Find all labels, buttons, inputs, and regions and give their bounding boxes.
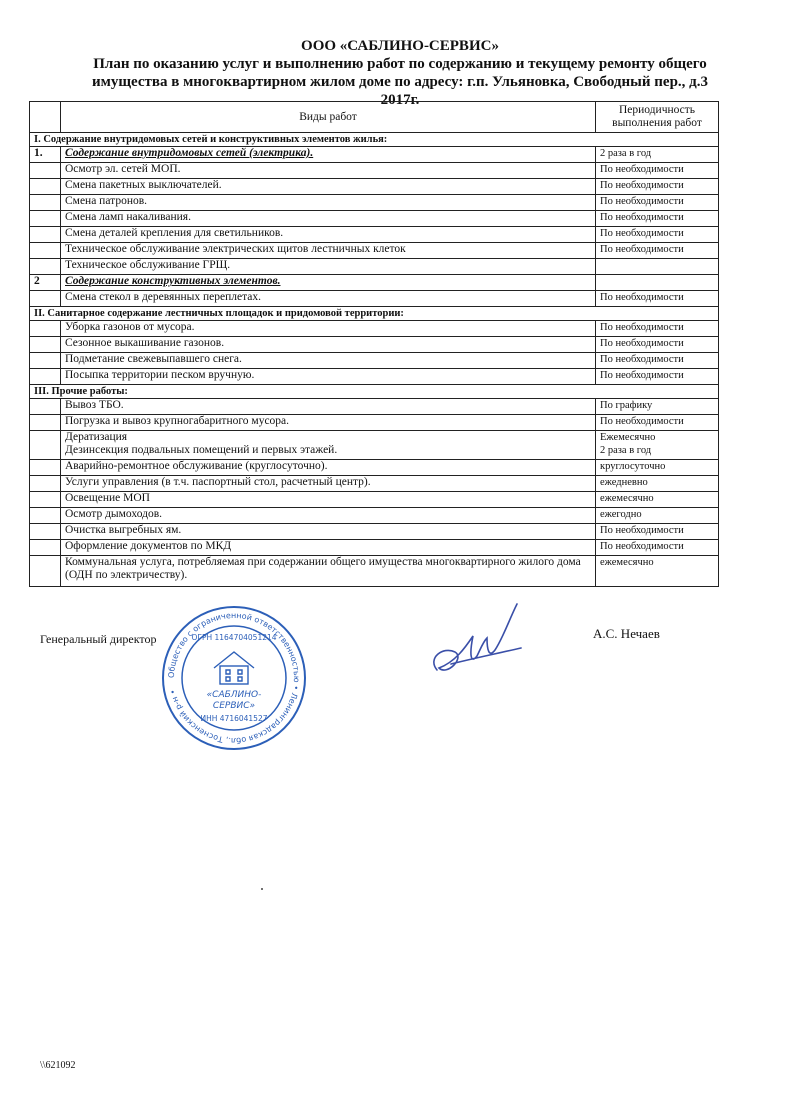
period-cell xyxy=(596,431,719,460)
subsection-row xyxy=(30,275,719,291)
subsection-2-title: Содержание конструктивных элементов. xyxy=(61,275,596,291)
num-cell xyxy=(30,399,61,415)
subsection-1-title: Содержание внутридомовых сетей (электрика). xyxy=(61,147,596,163)
num-cell xyxy=(30,291,61,307)
period-cell: ежегодно xyxy=(596,508,719,524)
period-line: Ежемесячно xyxy=(600,432,656,443)
header-work-cell: Виды работ xyxy=(61,102,596,133)
stamp-ogrn: ОГРН 1164704051214 xyxy=(191,633,277,642)
work-cell: Смена стекол в деревянных переплетах. xyxy=(61,291,596,307)
work-cell: Коммунальная услуга, потребляемая при содержании общего имущества многоквартирного жилого дома (ОДН по электричеству). xyxy=(61,556,596,587)
work-cell: Услуги управления (в т.ч. паспортный стол, расчетный центр). xyxy=(61,476,596,492)
company-seal xyxy=(160,604,308,752)
num-cell xyxy=(30,195,61,211)
section-1-title: I. Содержание внутридомовых сетей и конструктивных элементов жилья: xyxy=(30,133,719,147)
work-cell xyxy=(61,431,596,460)
work-cell: Техническое обслуживание ГРЩ. xyxy=(61,259,596,275)
num-cell xyxy=(30,460,61,476)
work-cell: Смена патронов. xyxy=(61,195,596,211)
work-cell: Освещение МОП xyxy=(61,492,596,508)
document-code: \\621092 xyxy=(40,1060,76,1071)
num-cell xyxy=(30,369,61,385)
plan-year: 2017г. xyxy=(380,92,420,108)
work-cell: Погрузка и вывоз крупногабаритного мусора. xyxy=(61,415,596,431)
period-cell: круглосуточно xyxy=(596,460,719,476)
section-2-title: II. Санитарное содержание лестничных площадок и придомовой территории: xyxy=(30,307,719,321)
table-row xyxy=(30,556,719,587)
work-cell: Смена пакетных выключателей. xyxy=(61,179,596,195)
subsection-1-period: 2 раза в год xyxy=(596,147,719,163)
handwritten-signature xyxy=(425,598,535,688)
num-cell xyxy=(30,353,61,369)
subsection-2-number: 2 xyxy=(30,275,61,291)
num-cell xyxy=(30,556,61,587)
scan-speck xyxy=(261,888,263,890)
num-cell xyxy=(30,211,61,227)
period-cell: По необходимости xyxy=(596,163,719,179)
work-cell: Посыпка территории песком вручную. xyxy=(61,369,596,385)
num-cell xyxy=(30,259,61,275)
stamp-name-line-2: СЕРВИС» xyxy=(212,701,256,711)
period-cell: По необходимости xyxy=(596,291,719,307)
period-cell: ежемесячно xyxy=(596,492,719,508)
table-row xyxy=(30,508,719,524)
work-cell: Вывоз ТБО. xyxy=(61,399,596,415)
period-cell: ежедневно xyxy=(596,476,719,492)
period-cell: По необходимости xyxy=(596,337,719,353)
stamp-ring-text: Общество с ограниченной ответственностью • Ленинградская обл., Тосненский р-н • xyxy=(166,610,302,746)
header-period-cell: Периодичность выполнения работ xyxy=(596,102,719,133)
table-row xyxy=(30,337,719,353)
period-cell: По необходимости xyxy=(596,195,719,211)
table-header-row xyxy=(30,102,719,133)
table-row xyxy=(30,415,719,431)
header-num-cell xyxy=(30,102,61,133)
work-cell: Смена деталей крепления для светильников. xyxy=(61,227,596,243)
table-row xyxy=(30,369,719,385)
period-line: 2 раза в год xyxy=(600,445,652,456)
work-cell: Осмотр эл. сетей МОП. xyxy=(61,163,596,179)
table-row xyxy=(30,492,719,508)
num-cell xyxy=(30,227,61,243)
period-cell: По необходимости xyxy=(596,243,719,259)
works-table xyxy=(29,101,719,587)
period-cell: По необходимости xyxy=(596,179,719,195)
table-row xyxy=(30,163,719,179)
company-name: ООО «САБЛИНО-СЕРВИС» xyxy=(301,38,499,54)
table-row xyxy=(30,540,719,556)
table-row xyxy=(30,227,719,243)
work-cell: Смена ламп накаливания. xyxy=(61,211,596,227)
table-row xyxy=(30,321,719,337)
period-cell: По необходимости xyxy=(596,321,719,337)
period-cell: По необходимости xyxy=(596,353,719,369)
num-cell xyxy=(30,179,61,195)
work-cell: Подметание свежевыпавшего снега. xyxy=(61,353,596,369)
work-line: Дератизация xyxy=(65,431,128,443)
num-cell xyxy=(30,540,61,556)
num-cell xyxy=(30,431,61,460)
num-cell xyxy=(30,492,61,508)
period-cell xyxy=(596,275,719,291)
table-row xyxy=(30,243,719,259)
work-cell: Техническое обслуживание электрических щитов лестничных клеток xyxy=(61,243,596,259)
stamp-name-line-1: «САБЛИНО- xyxy=(206,690,262,700)
table-row xyxy=(30,195,719,211)
building-icon xyxy=(214,652,254,684)
section-heading-row xyxy=(30,133,719,147)
num-cell xyxy=(30,415,61,431)
table-row xyxy=(30,399,719,415)
work-line: Дезинсекция подвальных помещений и первых этажей. xyxy=(65,444,338,456)
table-row xyxy=(30,431,719,460)
num-cell xyxy=(30,321,61,337)
stamp-inn: ИНН 4716041527 xyxy=(200,714,268,723)
num-cell xyxy=(30,337,61,353)
period-cell: По необходимости xyxy=(596,415,719,431)
table-row xyxy=(30,476,719,492)
period-cell: По графику xyxy=(596,399,719,415)
work-cell: Оформление документов по МКД xyxy=(61,540,596,556)
director-title: Генеральный директор xyxy=(40,632,157,646)
table-row xyxy=(30,179,719,195)
period-cell: По необходимости xyxy=(596,227,719,243)
plan-title-line-1: План по оказанию услуг и выполнению работ по содержанию и текущему ремонту общего xyxy=(93,56,707,72)
work-cell: Осмотр дымоходов. xyxy=(61,508,596,524)
period-cell: По необходимости xyxy=(596,524,719,540)
period-cell: По необходимости xyxy=(596,540,719,556)
director-name: А.С. Нечаев xyxy=(593,626,660,641)
section-3-title: III. Прочие работы: xyxy=(30,385,719,399)
table-row xyxy=(30,353,719,369)
period-cell xyxy=(596,259,719,275)
table-row xyxy=(30,211,719,227)
work-cell: Аварийно-ремонтное обслуживание (круглосуточно). xyxy=(61,460,596,476)
period-cell: ежемесячно xyxy=(596,556,719,587)
table-row xyxy=(30,460,719,476)
num-cell xyxy=(30,163,61,179)
subsection-1-number: 1. xyxy=(30,147,61,163)
work-cell: Сезонное выкашивание газонов. xyxy=(61,337,596,353)
work-cell: Очистка выгребных ям. xyxy=(61,524,596,540)
table-row xyxy=(30,291,719,307)
table-row xyxy=(30,259,719,275)
table-row xyxy=(30,524,719,540)
plan-title-line-2: имущества в многоквартирном жилом доме по адресу: г.п. Ульяновка, Свободный пер., д.3 xyxy=(91,74,708,90)
period-cell: По необходимости xyxy=(596,369,719,385)
work-cell: Уборка газонов от мусора. xyxy=(61,321,596,337)
num-cell xyxy=(30,524,61,540)
period-cell: По необходимости xyxy=(596,211,719,227)
section-heading-row xyxy=(30,307,719,321)
section-heading-row xyxy=(30,385,719,399)
svg-text:Общество с ограниченной ответс xyxy=(167,611,301,745)
num-cell xyxy=(30,508,61,524)
subsection-row xyxy=(30,147,719,163)
num-cell xyxy=(30,476,61,492)
num-cell xyxy=(30,243,61,259)
